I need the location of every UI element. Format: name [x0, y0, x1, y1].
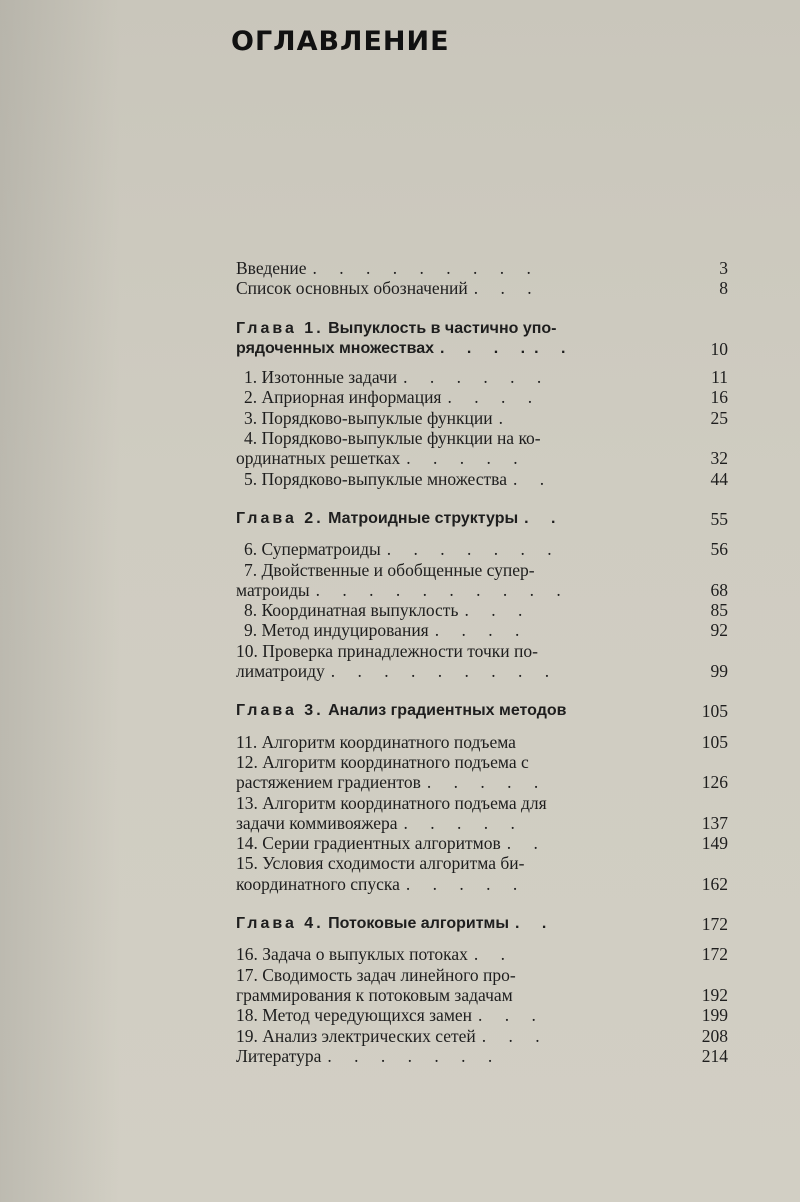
toc-entry-s9 — [236, 620, 728, 640]
toc-entry-intro — [236, 258, 728, 278]
toc-entry-s13 — [236, 793, 728, 813]
page-number: 11 — [711, 367, 728, 388]
leader-dots: . . . — [481, 1025, 549, 1046]
toc-chapter-2 — [236, 509, 728, 529]
entry-text: 16. Задача о выпуклых потоках — [236, 944, 468, 965]
chapter-title: Потоковые алгоритмы — [328, 915, 510, 933]
leader-dots: . . . — [478, 1005, 545, 1026]
entry-text: 13. Алгоритм координатного подъема для — [236, 792, 547, 813]
toc-entry-notation — [236, 278, 728, 298]
page-number: 68 — [710, 579, 728, 600]
entry-text: 1. Изотонные задачи — [244, 367, 398, 388]
page-number: 199 — [701, 1005, 728, 1026]
entry-text: 19. Анализ электрических сетей — [236, 1025, 476, 1046]
chapter-title-cont: рядоченных множествах — [236, 339, 434, 357]
leader-dots: . . — [512, 468, 554, 489]
page-number: 99 — [710, 661, 728, 682]
page-number: 172 — [701, 914, 728, 935]
chapter-title: Выпуклость в частично упо- — [328, 319, 557, 337]
page-number: 149 — [701, 833, 728, 854]
toc-entry-s19 — [236, 1026, 728, 1046]
page-number: 10 — [710, 338, 728, 359]
page-number: 162 — [701, 873, 728, 894]
entry-text: 8. Координатная выпуклость — [244, 600, 459, 621]
entry-text-cont: граммирования к потоковым задачам — [236, 984, 513, 1005]
toc-entry-s16 — [236, 944, 728, 964]
page-number: 16 — [710, 387, 728, 408]
entry-text-cont: растяжением градиентов — [236, 772, 421, 793]
toc-entry-s10 — [236, 641, 728, 661]
toc-entry-s15 — [236, 853, 728, 873]
toc-entry-s1 — [236, 367, 728, 387]
page-number: 126 — [701, 772, 728, 793]
entry-text: 17. Сводимость задач линейного про- — [236, 964, 516, 985]
chapter-label: Глава 4. — [236, 915, 324, 933]
chapter-label: Глава 2. — [236, 509, 324, 527]
chapter-label: Глава 1. — [236, 319, 324, 337]
toc-entry-s4 — [236, 428, 728, 448]
toc-entry-s6 — [236, 539, 728, 559]
toc-chapter-4 — [236, 914, 728, 934]
entry-text: 10. Проверка принадлежности точки по- — [236, 640, 538, 661]
leader-dots: . . . .. . — [440, 339, 575, 357]
toc-entry-s7-cont — [236, 580, 728, 600]
leader-dots: . . . . — [434, 620, 529, 641]
toc-entry-s3 — [236, 408, 728, 428]
toc-entry-s17 — [236, 965, 728, 985]
chapter-title: Матроидные структуры — [328, 509, 519, 527]
entry-text-cont: координатного спуска — [236, 873, 400, 894]
entry-text: 11. Алгоритм координатного подъема — [236, 731, 516, 752]
toc-entry-s2 — [236, 387, 728, 407]
chapter-label: Глава 3. — [236, 702, 324, 720]
page-number: 105 — [701, 701, 728, 722]
leader-dots: . . . . . . . . . — [312, 258, 540, 278]
leader-dots: . . . . . . . — [386, 539, 561, 560]
entry-text: 9. Метод индуцирования — [244, 620, 429, 641]
toc-entry-s7 — [236, 560, 728, 580]
entry-text: Список основных обозначений — [236, 278, 468, 299]
entry-text-cont: матроиды — [236, 579, 310, 600]
leader-dots: . . . . . . . . . . — [315, 579, 570, 600]
page-number: 32 — [710, 448, 728, 469]
toc-entry-s17-cont — [236, 985, 728, 1005]
page-number: 85 — [710, 600, 728, 621]
entry-text: 18. Метод чередующихся замен — [236, 1005, 473, 1026]
page-number: 172 — [701, 944, 728, 965]
leader-dots: . . . . — [447, 387, 542, 408]
leader-dots: . . — [473, 944, 515, 965]
leader-dots: . . . . . . — [403, 367, 551, 388]
page-edge-shadow — [0, 0, 120, 1202]
page-number: 44 — [710, 468, 728, 489]
page-title: ОГЛАВЛЕНИЕ — [231, 26, 450, 57]
entry-text: 14. Серии градиентных алгоритмов — [236, 833, 501, 854]
entry-text: 2. Априорная информация — [244, 387, 442, 408]
page-number: 208 — [701, 1025, 728, 1046]
toc-entry-s4-cont — [236, 448, 728, 468]
page-number: 25 — [710, 407, 728, 428]
leader-dots: . . . . . — [403, 812, 524, 833]
table-of-contents — [236, 258, 728, 1066]
toc-entry-s8 — [236, 600, 728, 620]
leader-dots: . . . . . — [426, 772, 548, 793]
toc-entry-references — [236, 1046, 728, 1066]
page-number: 105 — [701, 731, 728, 752]
leader-dots: . . . . . . . — [327, 1045, 502, 1066]
leader-dots: . . . . . . . . . — [330, 661, 559, 682]
page-number: 92 — [710, 620, 728, 641]
entry-text: 3. Порядково-выпуклые функции — [244, 407, 493, 428]
page-number: 55 — [710, 508, 728, 529]
page-number: 56 — [710, 539, 728, 560]
entry-text: 4. Порядково-выпуклые функции на ко- — [244, 428, 541, 449]
entry-text-cont: ординатных решетках — [236, 448, 401, 469]
toc-entry-s10-cont — [236, 661, 728, 681]
toc-chapter-1 — [236, 319, 728, 339]
toc-entry-s5 — [236, 469, 728, 489]
toc-entry-s15-cont — [236, 874, 728, 894]
toc-entry-s12 — [236, 752, 728, 772]
entry-text-cont: лиматроиду — [236, 661, 325, 682]
entry-text: 6. Суперматроиды — [244, 539, 381, 560]
toc-entry-s14 — [236, 833, 728, 853]
leader-dots: . . . . . — [405, 873, 527, 894]
leader-dots: . . . . . — [406, 448, 527, 469]
toc-entry-s18 — [236, 1005, 728, 1025]
entry-text: Литература — [236, 1045, 322, 1066]
entry-text: 15. Условия сходимости алгоритма би- — [236, 853, 525, 874]
page-number: 192 — [701, 984, 728, 1005]
entry-text: 5. Порядково-выпуклые множества — [244, 468, 507, 489]
page-number: 8 — [719, 278, 728, 299]
leader-dots: . . — [524, 509, 565, 527]
page-number: 214 — [701, 1045, 728, 1066]
leader-dots: . — [498, 407, 512, 428]
chapter-title: Анализ градиентных методов — [328, 702, 567, 720]
toc-entry-s13-cont — [236, 813, 728, 833]
entry-text: Введение — [236, 258, 307, 278]
toc-entry-s11 — [236, 732, 728, 752]
leader-dots: . . — [506, 833, 547, 854]
entry-text: 7. Двойственные и обобщенные супер- — [244, 559, 535, 580]
leader-dots: . . — [515, 915, 556, 933]
leader-dots: . . . — [473, 278, 541, 299]
toc-chapter-1-cont — [236, 339, 728, 359]
page-number: 137 — [701, 812, 728, 833]
page-number: 3 — [719, 258, 728, 278]
leader-dots: . . . — [464, 600, 532, 621]
entry-text: 12. Алгоритм координатного подъема с — [236, 751, 529, 772]
toc-chapter-3 — [236, 701, 728, 721]
entry-text-cont: задачи коммивояжера — [236, 812, 398, 833]
toc-entry-s12-cont — [236, 772, 728, 792]
